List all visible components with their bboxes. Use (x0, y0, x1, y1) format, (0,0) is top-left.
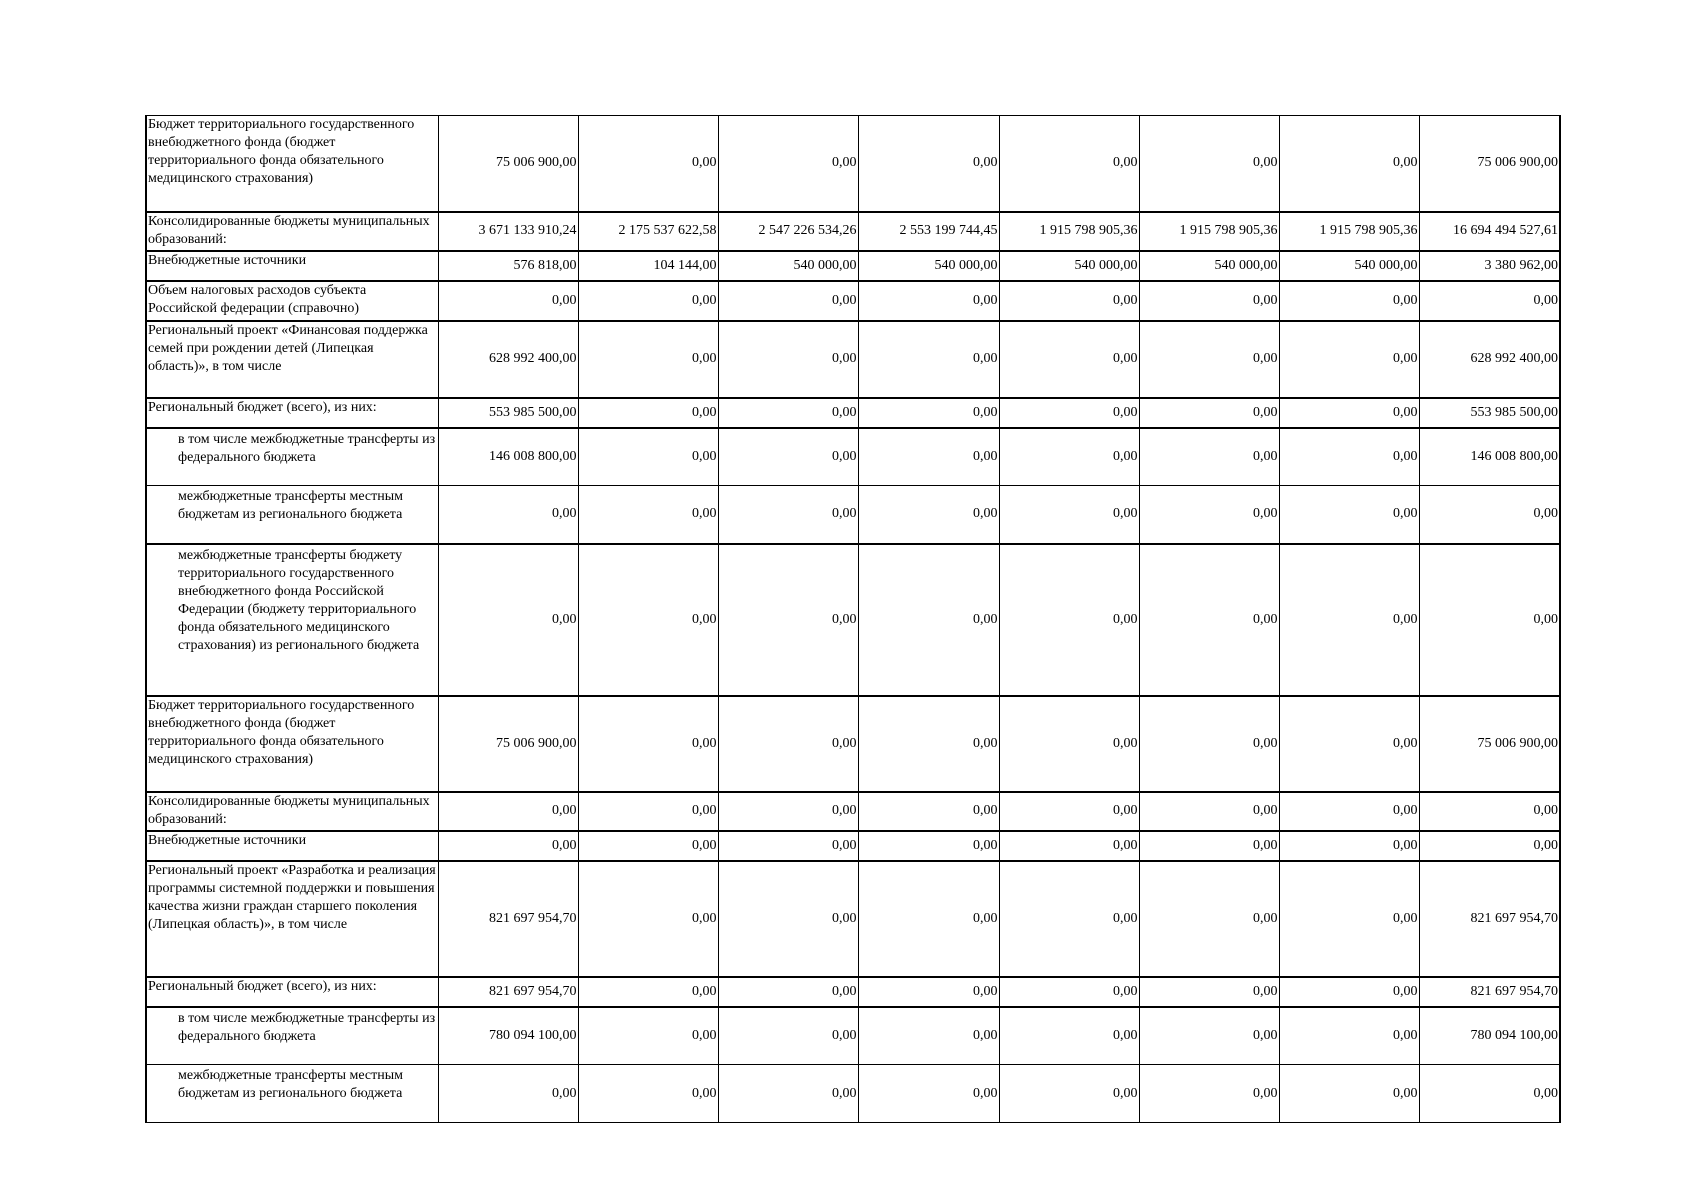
row-total-cell: 0,00 (1419, 1065, 1560, 1123)
value-cell: 0,00 (578, 321, 718, 398)
row-total-cell: 553 985 500,00 (1419, 398, 1560, 428)
value-cell: 0,00 (999, 831, 1139, 861)
value-cell: 0,00 (1139, 428, 1279, 486)
value-cell: 0,00 (438, 792, 578, 831)
value-cell: 0,00 (858, 321, 999, 398)
value-cell: 576 818,00 (438, 251, 578, 281)
value-cell: 0,00 (578, 116, 718, 212)
value-cell: 2 547 226 534,26 (718, 212, 858, 251)
value-cell: 0,00 (858, 398, 999, 428)
value-cell: 0,00 (1139, 792, 1279, 831)
value-cell: 0,00 (1139, 486, 1279, 544)
value-cell: 0,00 (718, 428, 858, 486)
row-label: межбюджетные трансферты бюджету территориального государственного внебюджетного фонда Российской Федерации (бюджету территориального фонда обязательного медицинского страхования) из регионального бюджета (146, 544, 438, 696)
row-label: Бюджет территориального государственного внебюджетного фонда (бюджет территориального фонда обязательного медицинского страхования) (146, 116, 438, 212)
value-cell: 0,00 (1279, 321, 1419, 398)
value-cell: 0,00 (578, 1065, 718, 1123)
table-row (146, 116, 1560, 212)
value-cell: 0,00 (1279, 428, 1419, 486)
row-label: Региональный бюджет (всего), из них: (146, 977, 438, 1007)
value-cell: 0,00 (858, 281, 999, 321)
value-cell: 0,00 (1139, 116, 1279, 212)
row-label: Региональный бюджет (всего), из них: (146, 398, 438, 428)
value-cell: 0,00 (1139, 977, 1279, 1007)
table-row (146, 398, 1560, 428)
row-label: Региональный проект «Разработка и реализация программы системной поддержки и повышения качества жизни граждан старшего поколения (Липецкая область)», в том числе (146, 861, 438, 977)
value-cell: 0,00 (578, 281, 718, 321)
value-cell: 0,00 (718, 1007, 858, 1065)
value-cell: 0,00 (1279, 861, 1419, 977)
value-cell: 0,00 (718, 116, 858, 212)
value-cell: 0,00 (718, 281, 858, 321)
value-cell: 0,00 (438, 486, 578, 544)
value-cell: 75 006 900,00 (438, 696, 578, 792)
value-cell: 0,00 (1139, 861, 1279, 977)
value-cell: 0,00 (578, 861, 718, 977)
value-cell: 0,00 (858, 977, 999, 1007)
value-cell: 628 992 400,00 (438, 321, 578, 398)
value-cell: 0,00 (578, 977, 718, 1007)
value-cell: 0,00 (999, 792, 1139, 831)
value-cell: 0,00 (999, 116, 1139, 212)
value-cell: 0,00 (578, 696, 718, 792)
value-cell: 0,00 (999, 486, 1139, 544)
table-row (146, 861, 1560, 977)
value-cell: 2 553 199 744,45 (858, 212, 999, 251)
row-total-cell: 3 380 962,00 (1419, 251, 1560, 281)
table-row (146, 696, 1560, 792)
value-cell: 540 000,00 (858, 251, 999, 281)
value-cell: 1 915 798 905,36 (1139, 212, 1279, 251)
table-row (146, 831, 1560, 861)
value-cell: 0,00 (1139, 398, 1279, 428)
value-cell: 0,00 (718, 696, 858, 792)
value-cell: 0,00 (718, 486, 858, 544)
value-cell: 0,00 (858, 696, 999, 792)
row-total-cell: 0,00 (1419, 544, 1560, 696)
table-row (146, 281, 1560, 321)
value-cell: 540 000,00 (999, 251, 1139, 281)
budget-table (145, 115, 1561, 1123)
value-cell: 0,00 (999, 544, 1139, 696)
table-row (146, 977, 1560, 1007)
value-cell: 0,00 (578, 544, 718, 696)
value-cell: 0,00 (1279, 696, 1419, 792)
value-cell: 104 144,00 (578, 251, 718, 281)
value-cell: 0,00 (718, 1065, 858, 1123)
value-cell: 0,00 (578, 398, 718, 428)
value-cell: 0,00 (438, 281, 578, 321)
table-row (146, 486, 1560, 544)
value-cell: 0,00 (999, 1007, 1139, 1065)
row-total-cell: 16 694 494 527,61 (1419, 212, 1560, 251)
row-total-cell: 75 006 900,00 (1419, 696, 1560, 792)
value-cell: 3 671 133 910,24 (438, 212, 578, 251)
row-total-cell: 821 697 954,70 (1419, 861, 1560, 977)
table-row (146, 1007, 1560, 1065)
value-cell: 0,00 (1139, 1007, 1279, 1065)
table-row (146, 212, 1560, 251)
value-cell: 1 915 798 905,36 (1279, 212, 1419, 251)
row-label: межбюджетные трансферты местным бюджетам из регионального бюджета (146, 486, 438, 544)
table-row (146, 1065, 1560, 1123)
value-cell: 0,00 (1279, 544, 1419, 696)
value-cell: 553 985 500,00 (438, 398, 578, 428)
row-total-cell: 75 006 900,00 (1419, 116, 1560, 212)
value-cell: 821 697 954,70 (438, 861, 578, 977)
value-cell: 0,00 (438, 831, 578, 861)
value-cell: 2 175 537 622,58 (578, 212, 718, 251)
value-cell: 0,00 (858, 861, 999, 977)
value-cell: 0,00 (438, 544, 578, 696)
value-cell: 540 000,00 (1279, 251, 1419, 281)
row-label: в том числе межбюджетные трансферты из федерального бюджета (146, 1007, 438, 1065)
table-row (146, 251, 1560, 281)
value-cell: 0,00 (578, 486, 718, 544)
value-cell: 0,00 (438, 1065, 578, 1123)
value-cell: 0,00 (858, 486, 999, 544)
value-cell: 0,00 (999, 398, 1139, 428)
row-total-cell: 821 697 954,70 (1419, 977, 1560, 1007)
value-cell: 0,00 (999, 977, 1139, 1007)
row-label: Объем налоговых расходов субъекта Российской федерации (справочно) (146, 281, 438, 321)
value-cell: 0,00 (1139, 281, 1279, 321)
value-cell: 0,00 (858, 792, 999, 831)
value-cell: 0,00 (718, 831, 858, 861)
value-cell: 0,00 (718, 398, 858, 428)
value-cell: 0,00 (578, 831, 718, 861)
value-cell: 0,00 (1279, 398, 1419, 428)
value-cell: 0,00 (1279, 831, 1419, 861)
value-cell: 0,00 (999, 696, 1139, 792)
value-cell: 0,00 (718, 544, 858, 696)
value-cell: 540 000,00 (1139, 251, 1279, 281)
value-cell: 75 006 900,00 (438, 116, 578, 212)
value-cell: 0,00 (999, 321, 1139, 398)
value-cell: 0,00 (1279, 281, 1419, 321)
value-cell: 0,00 (1139, 831, 1279, 861)
value-cell: 0,00 (718, 861, 858, 977)
table-row (146, 321, 1560, 398)
value-cell: 0,00 (718, 977, 858, 1007)
value-cell: 0,00 (1139, 321, 1279, 398)
value-cell: 0,00 (1279, 1007, 1419, 1065)
value-cell: 0,00 (718, 321, 858, 398)
table-body (146, 116, 1560, 1123)
row-total-cell: 0,00 (1419, 486, 1560, 544)
value-cell: 0,00 (858, 1065, 999, 1123)
row-total-cell: 780 094 100,00 (1419, 1007, 1560, 1065)
value-cell: 1 915 798 905,36 (999, 212, 1139, 251)
value-cell: 0,00 (1139, 544, 1279, 696)
value-cell: 0,00 (858, 1007, 999, 1065)
value-cell: 0,00 (1279, 977, 1419, 1007)
value-cell: 0,00 (999, 861, 1139, 977)
row-total-cell: 0,00 (1419, 792, 1560, 831)
value-cell: 540 000,00 (718, 251, 858, 281)
value-cell: 0,00 (1139, 696, 1279, 792)
value-cell: 0,00 (1279, 486, 1419, 544)
row-total-cell: 628 992 400,00 (1419, 321, 1560, 398)
row-total-cell: 146 008 800,00 (1419, 428, 1560, 486)
value-cell: 0,00 (578, 792, 718, 831)
value-cell: 0,00 (1279, 792, 1419, 831)
row-label: Внебюджетные источники (146, 831, 438, 861)
value-cell: 0,00 (999, 281, 1139, 321)
value-cell: 0,00 (999, 1065, 1139, 1123)
row-label: Внебюджетные источники (146, 251, 438, 281)
table-row (146, 544, 1560, 696)
value-cell: 0,00 (578, 1007, 718, 1065)
row-total-cell: 0,00 (1419, 281, 1560, 321)
value-cell: 0,00 (1139, 1065, 1279, 1123)
value-cell: 821 697 954,70 (438, 977, 578, 1007)
value-cell: 0,00 (578, 428, 718, 486)
value-cell: 0,00 (1279, 1065, 1419, 1123)
value-cell: 0,00 (858, 544, 999, 696)
value-cell: 780 094 100,00 (438, 1007, 578, 1065)
row-total-cell: 0,00 (1419, 831, 1560, 861)
row-label: в том числе межбюджетные трансферты из федерального бюджета (146, 428, 438, 486)
value-cell: 0,00 (858, 428, 999, 486)
value-cell: 0,00 (1279, 116, 1419, 212)
row-label: Консолидированные бюджеты муниципальных образований: (146, 792, 438, 831)
value-cell: 0,00 (999, 428, 1139, 486)
table-row (146, 792, 1560, 831)
value-cell: 0,00 (718, 792, 858, 831)
row-label: Консолидированные бюджеты муниципальных образований: (146, 212, 438, 251)
row-label: Региональный проект «Финансовая поддержка семей при рождении детей (Липецкая область)», в том числе (146, 321, 438, 398)
value-cell: 146 008 800,00 (438, 428, 578, 486)
table-row (146, 428, 1560, 486)
value-cell: 0,00 (858, 116, 999, 212)
value-cell: 0,00 (858, 831, 999, 861)
row-label: межбюджетные трансферты местным бюджетам из регионального бюджета (146, 1065, 438, 1123)
row-label: Бюджет территориального государственного внебюджетного фонда (бюджет территориального фонда обязательного медицинского страхования) (146, 696, 438, 792)
